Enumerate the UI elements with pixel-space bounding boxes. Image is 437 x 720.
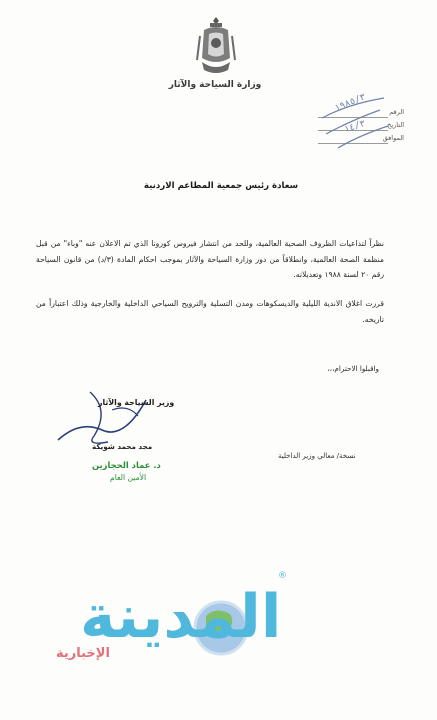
minister-title: وزير السياحة والآثار (98, 398, 175, 407)
copy-to-line: نسخة/ معالي وزير الداخلية (278, 452, 356, 460)
closing-greeting: واقبلوا الاحترام،،، (327, 364, 379, 373)
handwritten-ref-number: ١٩٨٥/٣ (333, 92, 368, 114)
watermark-brand-text: المدينة (80, 582, 282, 652)
field-number-label: الرقم (389, 108, 404, 116)
handwritten-strokes (318, 96, 390, 152)
handwritten-date: ١٤/٣ (342, 118, 367, 136)
secretary-general-title: الأمين العام (110, 473, 147, 482)
registered-mark-icon: ® (278, 571, 287, 581)
field-date-label: التاريخ (387, 121, 404, 129)
ministry-name: وزارة السياحة والآثار (168, 80, 262, 90)
field-corresponding-label: الموافق (382, 134, 404, 142)
body-paragraph-1: نظراً لتداعيات الظروف الصحية العالمية، وللحد من انتشار فيروس كورونا الذي تم الاعلان عنه "وباء" من قبل منظمة الصحة العالمية، وانطلاقاً من دور وزارة السياحة والآثار بموجب احكام المادة (٣/د) من قانون السياحة رقم ٢٠ لسنة ١٩٨٨ وتعديلاته. (36, 239, 384, 280)
secretary-general-name: د. عماد الحجازين (92, 460, 161, 470)
coat-of-arms-icon (196, 14, 236, 80)
recipient-line: سعادة رئيس جمعية المطاعم الاردنية (143, 181, 299, 191)
body-paragraph-2: قررت اغلاق الاندية الليلية والديسكوهات ومدن التسلية والترويح السياحي الداخلية والخارجية وذلك اعتباراً من تاريخه. (36, 299, 384, 324)
watermark-subtitle: الإخبارية (56, 646, 110, 661)
minister-name: مجد محمد شويكة (92, 442, 153, 451)
